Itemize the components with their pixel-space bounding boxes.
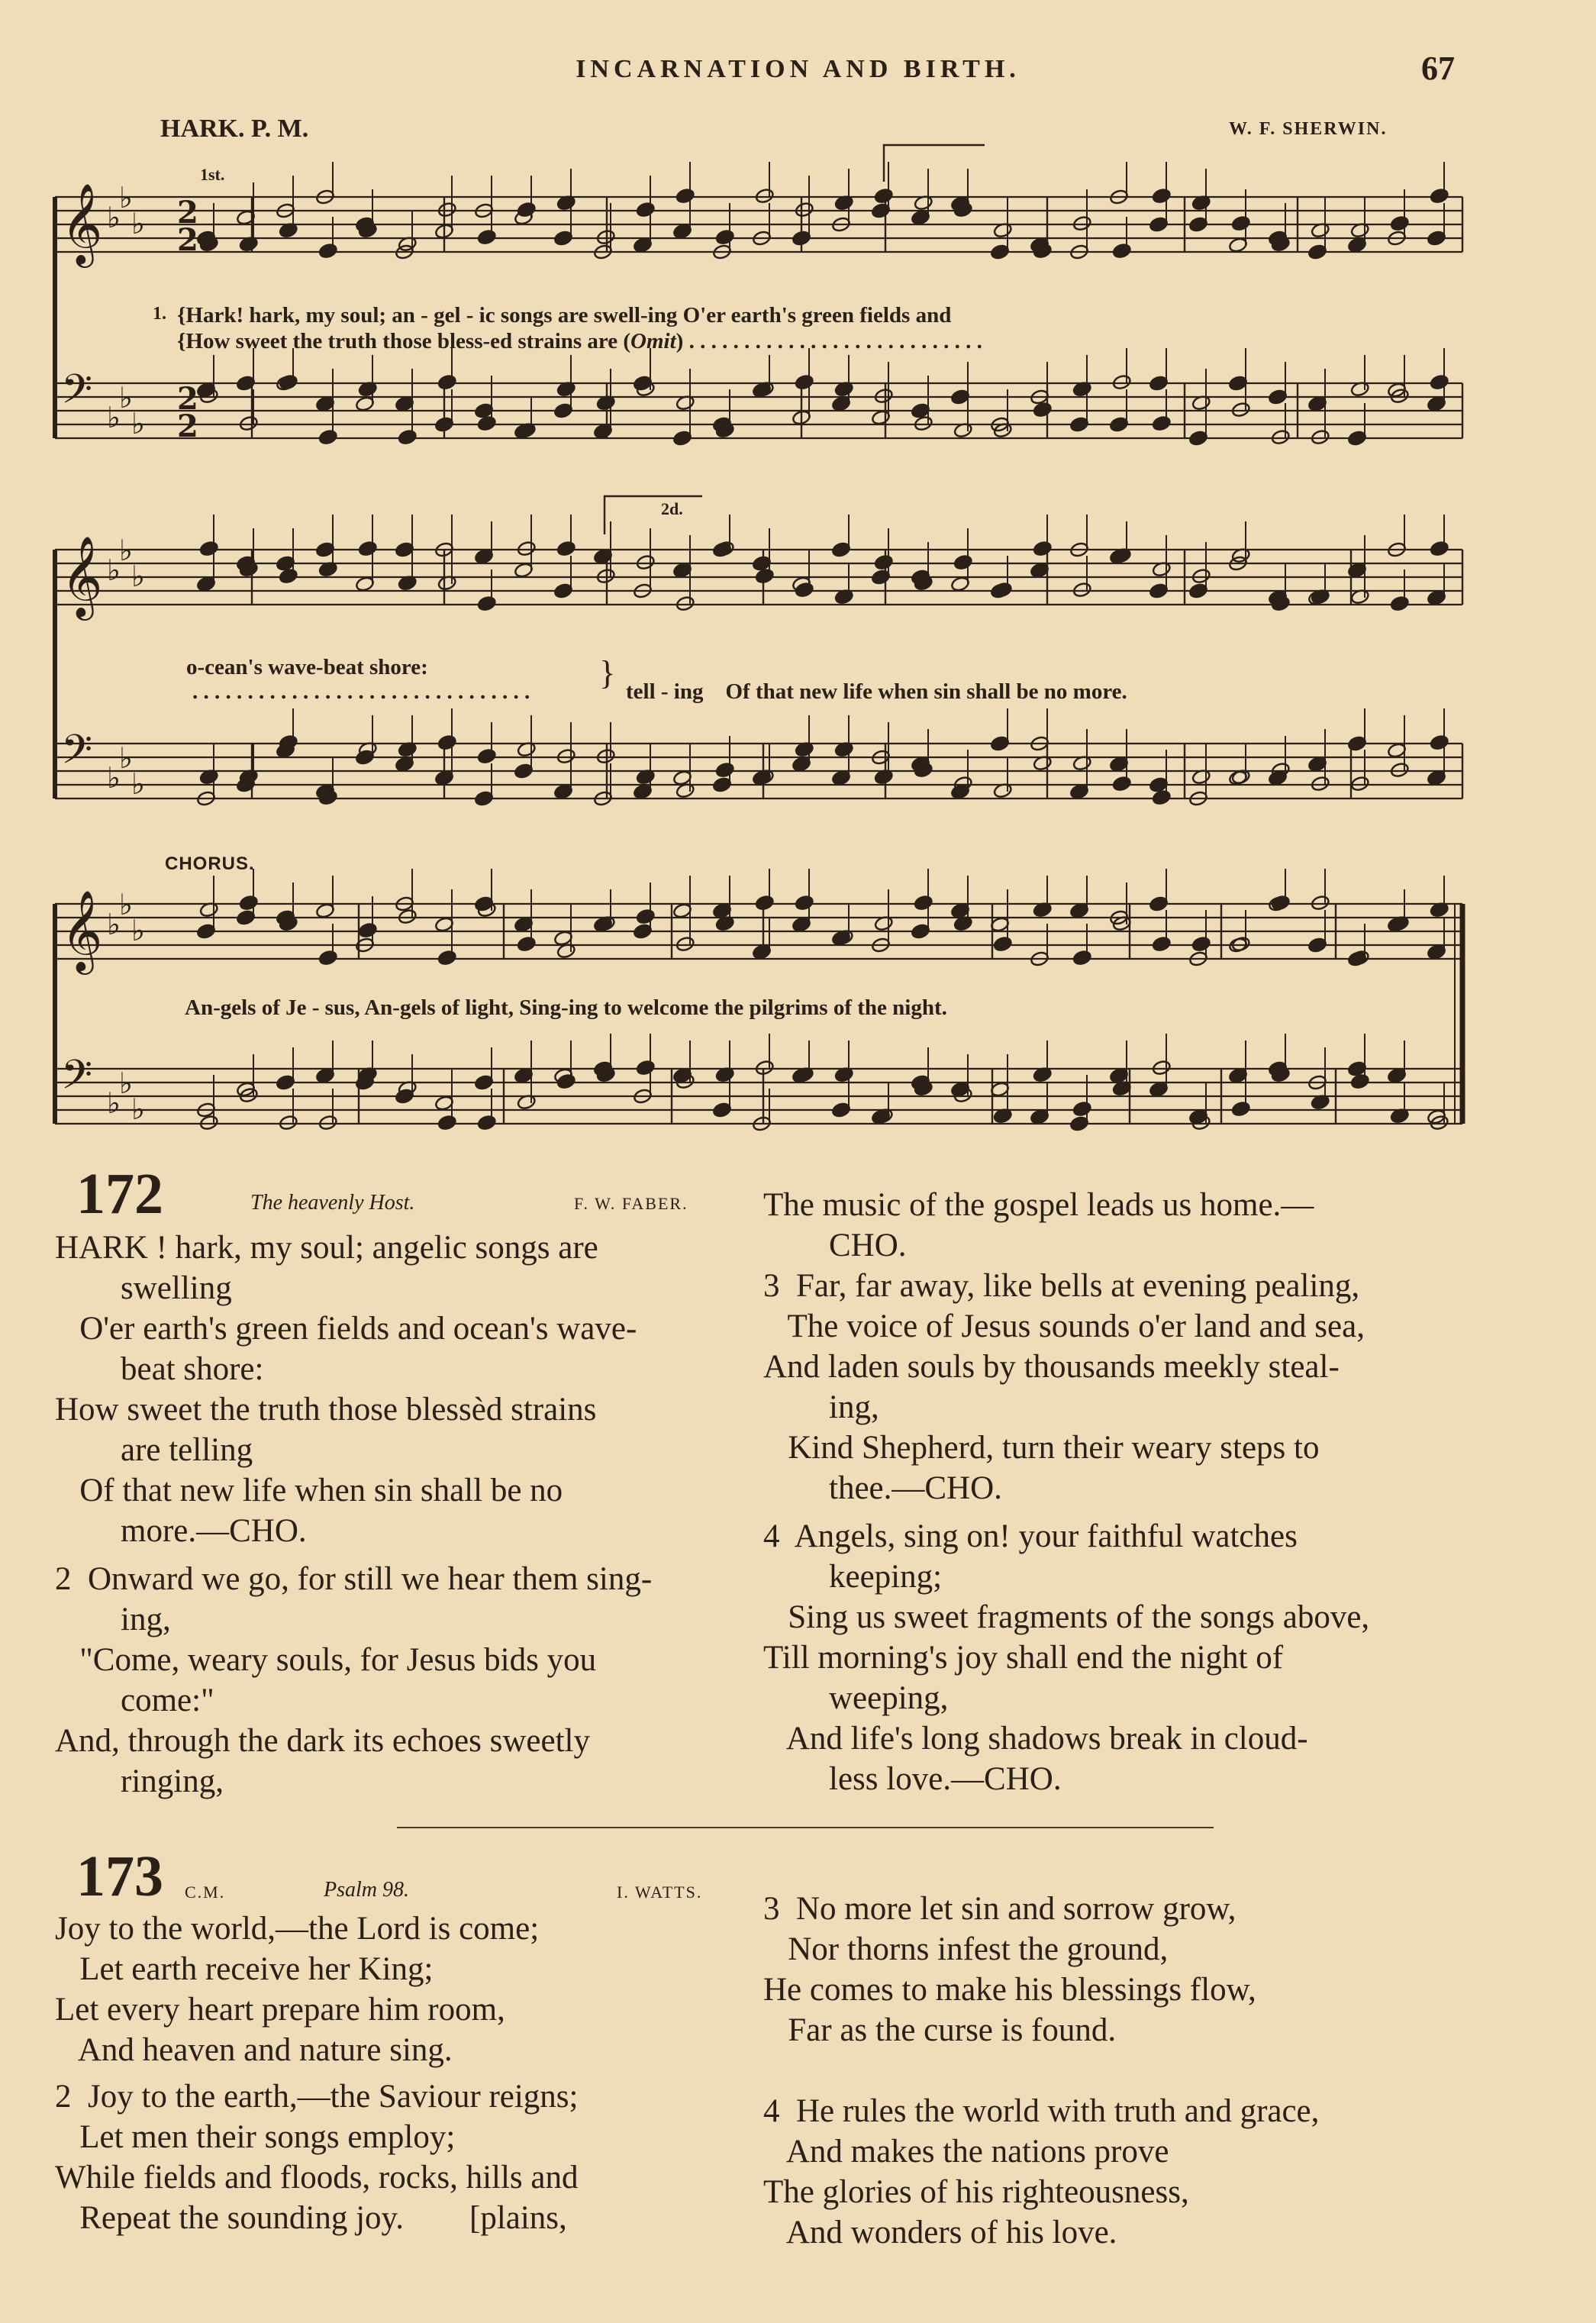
hymn-text-line: While fields and floods, rocks, hills and xyxy=(55,2160,579,2196)
hymn-text-line: Nor thorns infest the ground, xyxy=(763,1931,1169,1967)
treble-clef-icon: 𝄞 xyxy=(61,889,103,971)
note-head xyxy=(755,188,775,205)
note-head xyxy=(1430,374,1449,391)
hymn-text-line: Of that new life when sin shall be no xyxy=(55,1473,563,1508)
note-head xyxy=(398,429,418,446)
lyric-line-2-dots: . . . . . . . . . . . . . . . . . . . . . . . . . . . . . . . xyxy=(192,679,530,704)
bass-clef-icon: 𝄢 xyxy=(61,366,93,423)
hymn-divider xyxy=(397,1827,1214,1828)
treble-clef-icon: 𝄞 xyxy=(61,182,103,264)
note-head xyxy=(636,554,656,571)
note-head xyxy=(1112,243,1132,260)
ending-1-label: 1st. xyxy=(200,165,225,184)
note-head xyxy=(596,568,616,585)
note-head xyxy=(1033,402,1053,418)
note-head xyxy=(795,374,814,391)
omit-label: Omit xyxy=(630,329,676,353)
note-head xyxy=(279,1115,298,1131)
note-head xyxy=(874,554,894,571)
hymn-172-title: The heavenly Host. xyxy=(250,1191,415,1215)
note-head xyxy=(636,1060,656,1076)
note-head xyxy=(1311,895,1330,911)
note-head xyxy=(1231,1101,1251,1118)
note-head xyxy=(1350,776,1370,792)
time-signature: 2 xyxy=(177,195,198,231)
hymn-text-line: Joy to the world,—the Lord is come; xyxy=(55,1911,540,1947)
note-head xyxy=(556,1073,576,1090)
hymn-text-line: thee.—CHO. xyxy=(763,1470,1002,1506)
note-head xyxy=(1311,429,1330,446)
hymn-173-number: 173 xyxy=(76,1844,163,1908)
flat-icon: ♭ xyxy=(119,534,133,567)
note-head xyxy=(1072,215,1092,232)
note-head xyxy=(1152,936,1172,953)
note-head xyxy=(755,1060,775,1076)
note-head xyxy=(556,748,576,765)
note-head xyxy=(795,582,814,598)
note-head xyxy=(1231,215,1251,232)
flat-icon: ♭ xyxy=(119,381,133,415)
note-head xyxy=(755,568,775,585)
hymn-text-line: 3 Far, far away, like bells at evening pealing, xyxy=(763,1268,1360,1304)
flat-icon: ♭ xyxy=(119,181,133,215)
note-head xyxy=(1152,188,1172,205)
hymn-172-number: 172 xyxy=(76,1162,163,1226)
hymn-text-line: Repeat the sounding joy. [plains, xyxy=(55,2200,567,2236)
note-head xyxy=(318,243,338,260)
hymn-text-line: Till morning's joy shall end the night of xyxy=(763,1640,1284,1676)
flat-icon: ♭ xyxy=(119,888,133,921)
lyric-line-2a: o-cean's wave-beat shore: xyxy=(186,655,428,679)
note-head xyxy=(715,762,735,779)
note-head xyxy=(477,229,497,246)
note-head xyxy=(477,748,497,765)
hymn-172-author: F. W. FABER. xyxy=(574,1194,688,1213)
hymn-text-line: Sing us sweet fragments of the songs above, xyxy=(763,1599,1370,1635)
page-number: 67 xyxy=(1421,50,1455,87)
hymn-text-line: And life's long shadows break in cloud- xyxy=(763,1721,1308,1757)
lyric-line-1b-text: {How sweet the truth those bless-ed strains are ( xyxy=(177,329,631,353)
hymn-text-line: Far as the curse is found. xyxy=(763,2012,1117,2048)
hymn-text-line: swelling xyxy=(55,1270,232,1306)
hymn-text-line: He comes to make his blessings flow, xyxy=(763,1972,1256,2008)
note-head xyxy=(1112,776,1132,792)
note-head xyxy=(1152,415,1172,432)
flat-icon: ♭ xyxy=(107,908,121,941)
note-head xyxy=(1271,895,1291,911)
hymn-text-line: O'er earth's green fields and ocean's wave- xyxy=(55,1311,637,1347)
running-title: INCARNATION AND BIRTH. xyxy=(576,55,1020,83)
note-head xyxy=(437,1115,457,1131)
first-ending-bracket xyxy=(884,145,985,182)
hymn-text-line: The music of the gospel leads us home.— xyxy=(763,1187,1314,1223)
note-head xyxy=(715,229,735,246)
hymn-173-author: I. WATTS. xyxy=(617,1883,703,1902)
hymn-172-left-column xyxy=(55,1228,757,1802)
hymn-text-line: Let every heart prepare him room, xyxy=(55,1992,505,2028)
note-head xyxy=(517,202,537,218)
note-head xyxy=(914,895,933,911)
flat-icon: ♭ xyxy=(107,553,121,587)
note-head xyxy=(318,950,338,966)
flat-icon: ♭ xyxy=(131,407,145,440)
lyric-line-1b-end: ) . . . . . . . . . . . . . . . . . . . . . . . . . . . xyxy=(675,329,982,353)
hymn-text-line: And heaven and nature sing. xyxy=(55,2032,453,2068)
note-head xyxy=(1112,374,1132,391)
time-signature: 2 xyxy=(177,222,198,258)
lyric-line-1a: {Hark! hark, my soul; an - gel - ic songs are swell-ing O'er earth's green fields and xyxy=(177,303,952,327)
hymn-text-line: The voice of Jesus sounds o'er land and sea, xyxy=(763,1308,1365,1344)
note-head xyxy=(1430,734,1449,751)
second-ending-bracket xyxy=(605,496,702,534)
lyric-line-1b xyxy=(177,329,982,354)
hymn-text-line: Let men their songs employ; xyxy=(55,2119,456,2155)
note-head xyxy=(1191,936,1211,953)
hymn-text-line: And, through the dark its echoes sweetly xyxy=(55,1723,590,1759)
note-head xyxy=(596,229,616,246)
hymn-text-line: Kind Shepherd, turn their weary steps to xyxy=(763,1430,1320,1466)
flat-icon: ♭ xyxy=(107,401,121,434)
hymn-173-meter: C.M. xyxy=(185,1883,226,1902)
hymn-text-line: beat shore: xyxy=(55,1351,264,1387)
note-head xyxy=(1152,789,1172,806)
hymn-text-line: keeping; xyxy=(763,1559,943,1595)
ending-2-label: 2d. xyxy=(661,499,683,518)
flat-icon: ♭ xyxy=(107,201,121,234)
note-head xyxy=(874,188,894,205)
note-head xyxy=(1350,1073,1370,1090)
hymn-text-line: 2 Onward we go, for still we hear them sing- xyxy=(55,1561,653,1597)
note-head xyxy=(755,895,775,911)
note-head xyxy=(437,950,457,966)
hymn-text-line: 4 He rules the world with truth and grace, xyxy=(763,2093,1320,2129)
note-head xyxy=(1072,950,1092,966)
note-head xyxy=(1271,429,1291,446)
note-head xyxy=(398,908,418,925)
note-head xyxy=(199,1115,219,1131)
note-head xyxy=(1390,595,1410,612)
tune-name: HARK. P. M. xyxy=(160,115,309,143)
note-head xyxy=(795,895,814,911)
hymn-text-line: ing, xyxy=(763,1389,879,1425)
note-head xyxy=(1191,568,1211,585)
flat-icon: ♭ xyxy=(119,741,133,775)
hymn-text-line: And makes the nations prove xyxy=(763,2134,1169,2170)
note-head xyxy=(437,202,457,218)
hymn-text-line: ing, xyxy=(55,1602,171,1637)
flat-icon: ♭ xyxy=(119,1066,133,1100)
hymn-text-line: weeping, xyxy=(763,1680,949,1716)
note-head xyxy=(199,540,219,557)
note-head xyxy=(1430,540,1449,557)
flat-icon: ♭ xyxy=(131,1092,145,1126)
composer: W. F. SHERWIN. xyxy=(1229,119,1388,139)
note-head xyxy=(675,936,695,953)
note-head xyxy=(318,429,338,446)
note-head xyxy=(477,415,497,432)
note-head xyxy=(1072,582,1092,598)
note-head xyxy=(1311,776,1330,792)
flat-icon: ♭ xyxy=(107,1086,121,1120)
note-head xyxy=(675,595,695,612)
hymn-text-line: come:" xyxy=(55,1683,214,1718)
note-head xyxy=(675,188,695,205)
chorus-label: CHORUS. xyxy=(165,853,255,874)
hymn-text-line: Let earth receive her King; xyxy=(55,1951,434,1987)
lyric-brace: } xyxy=(599,654,616,692)
hymn-text-line: "Come, weary souls, for Jesus bids you xyxy=(55,1642,597,1678)
hymn-173-left-column xyxy=(55,1908,757,2238)
note-head xyxy=(556,540,576,557)
note-head xyxy=(358,922,378,939)
hymn-173-right-column xyxy=(763,1889,1527,2253)
note-head xyxy=(477,1115,497,1131)
hymn-text-line: CHO. xyxy=(763,1228,907,1263)
hymn-172-right-column xyxy=(763,1185,1527,1799)
note-head xyxy=(795,202,814,218)
flat-icon: ♭ xyxy=(131,560,145,593)
bass-clef-icon: 𝄢 xyxy=(61,1052,93,1108)
note-head xyxy=(953,554,973,571)
hymn-173-title: Psalm 98. xyxy=(324,1878,409,1902)
hymn-text-line: The glories of his righteousness, xyxy=(763,2174,1189,2210)
hymn-text-line: And wonders of his love. xyxy=(763,2215,1117,2250)
hymn-text-line xyxy=(763,2050,1527,2091)
music-score xyxy=(0,0,1596,1160)
hymn-text-line: are telling xyxy=(55,1432,253,1468)
verse-number: 1. xyxy=(153,304,166,324)
flat-icon: ♭ xyxy=(107,761,121,795)
note-head xyxy=(1430,188,1449,205)
hymn-text-line: ringing, xyxy=(55,1763,224,1799)
note-head xyxy=(358,540,378,557)
hymn-text-line: less love.—CHO. xyxy=(763,1761,1062,1797)
hymn-text-line: 4 Angels, sing on! your faithful watches xyxy=(763,1518,1298,1554)
note-head xyxy=(318,1115,338,1131)
note-head xyxy=(1033,540,1053,557)
note-head xyxy=(1231,402,1251,418)
hymn-text-line: 2 Joy to the earth,—the Saviour reigns; xyxy=(55,2079,579,2115)
note-head xyxy=(437,734,457,751)
lyric-line-2c: tell - ing Of that new life when sin shall be no more. xyxy=(626,679,1127,704)
note-head xyxy=(437,374,457,391)
note-head xyxy=(1390,215,1410,232)
note-head xyxy=(279,568,298,585)
note-head xyxy=(993,936,1013,953)
note-head xyxy=(517,540,537,557)
note-head xyxy=(636,202,656,218)
hymn-text-line: HARK ! hark, my soul; angelic songs are xyxy=(55,1230,598,1266)
note-head xyxy=(1152,1060,1172,1076)
note-head xyxy=(596,748,616,765)
time-signature: 2 xyxy=(177,381,198,417)
note-head xyxy=(1390,762,1410,779)
note-head xyxy=(477,595,497,612)
time-signature: 2 xyxy=(177,408,198,444)
flat-icon: ♭ xyxy=(131,207,145,240)
note-head xyxy=(1072,1101,1092,1118)
lyric-line-3: An-gels of Je - sus, An-gels of light, Sing-ing to welcome the pilgrims of the night. xyxy=(185,995,947,1020)
note-head xyxy=(874,388,894,405)
note-head xyxy=(1231,936,1251,953)
hymn-text-line: How sweet the truth those blessèd strains xyxy=(55,1392,597,1428)
note-head xyxy=(636,908,656,925)
bass-clef-icon: 𝄢 xyxy=(61,727,93,783)
hymn-text-line: 3 No more let sin and sorrow grow, xyxy=(763,1891,1236,1927)
flat-icon: ♭ xyxy=(131,914,145,947)
treble-clef-icon: 𝄞 xyxy=(61,535,103,617)
flat-icon: ♭ xyxy=(131,767,145,801)
hymn-text-line: And laden souls by thousands meekly steal- xyxy=(763,1349,1340,1385)
note-head xyxy=(517,936,537,953)
note-head xyxy=(914,415,933,432)
note-head xyxy=(279,374,298,391)
note-head xyxy=(239,895,259,911)
note-head xyxy=(239,415,259,432)
hymn-text-line: more.—CHO. xyxy=(55,1513,307,1549)
